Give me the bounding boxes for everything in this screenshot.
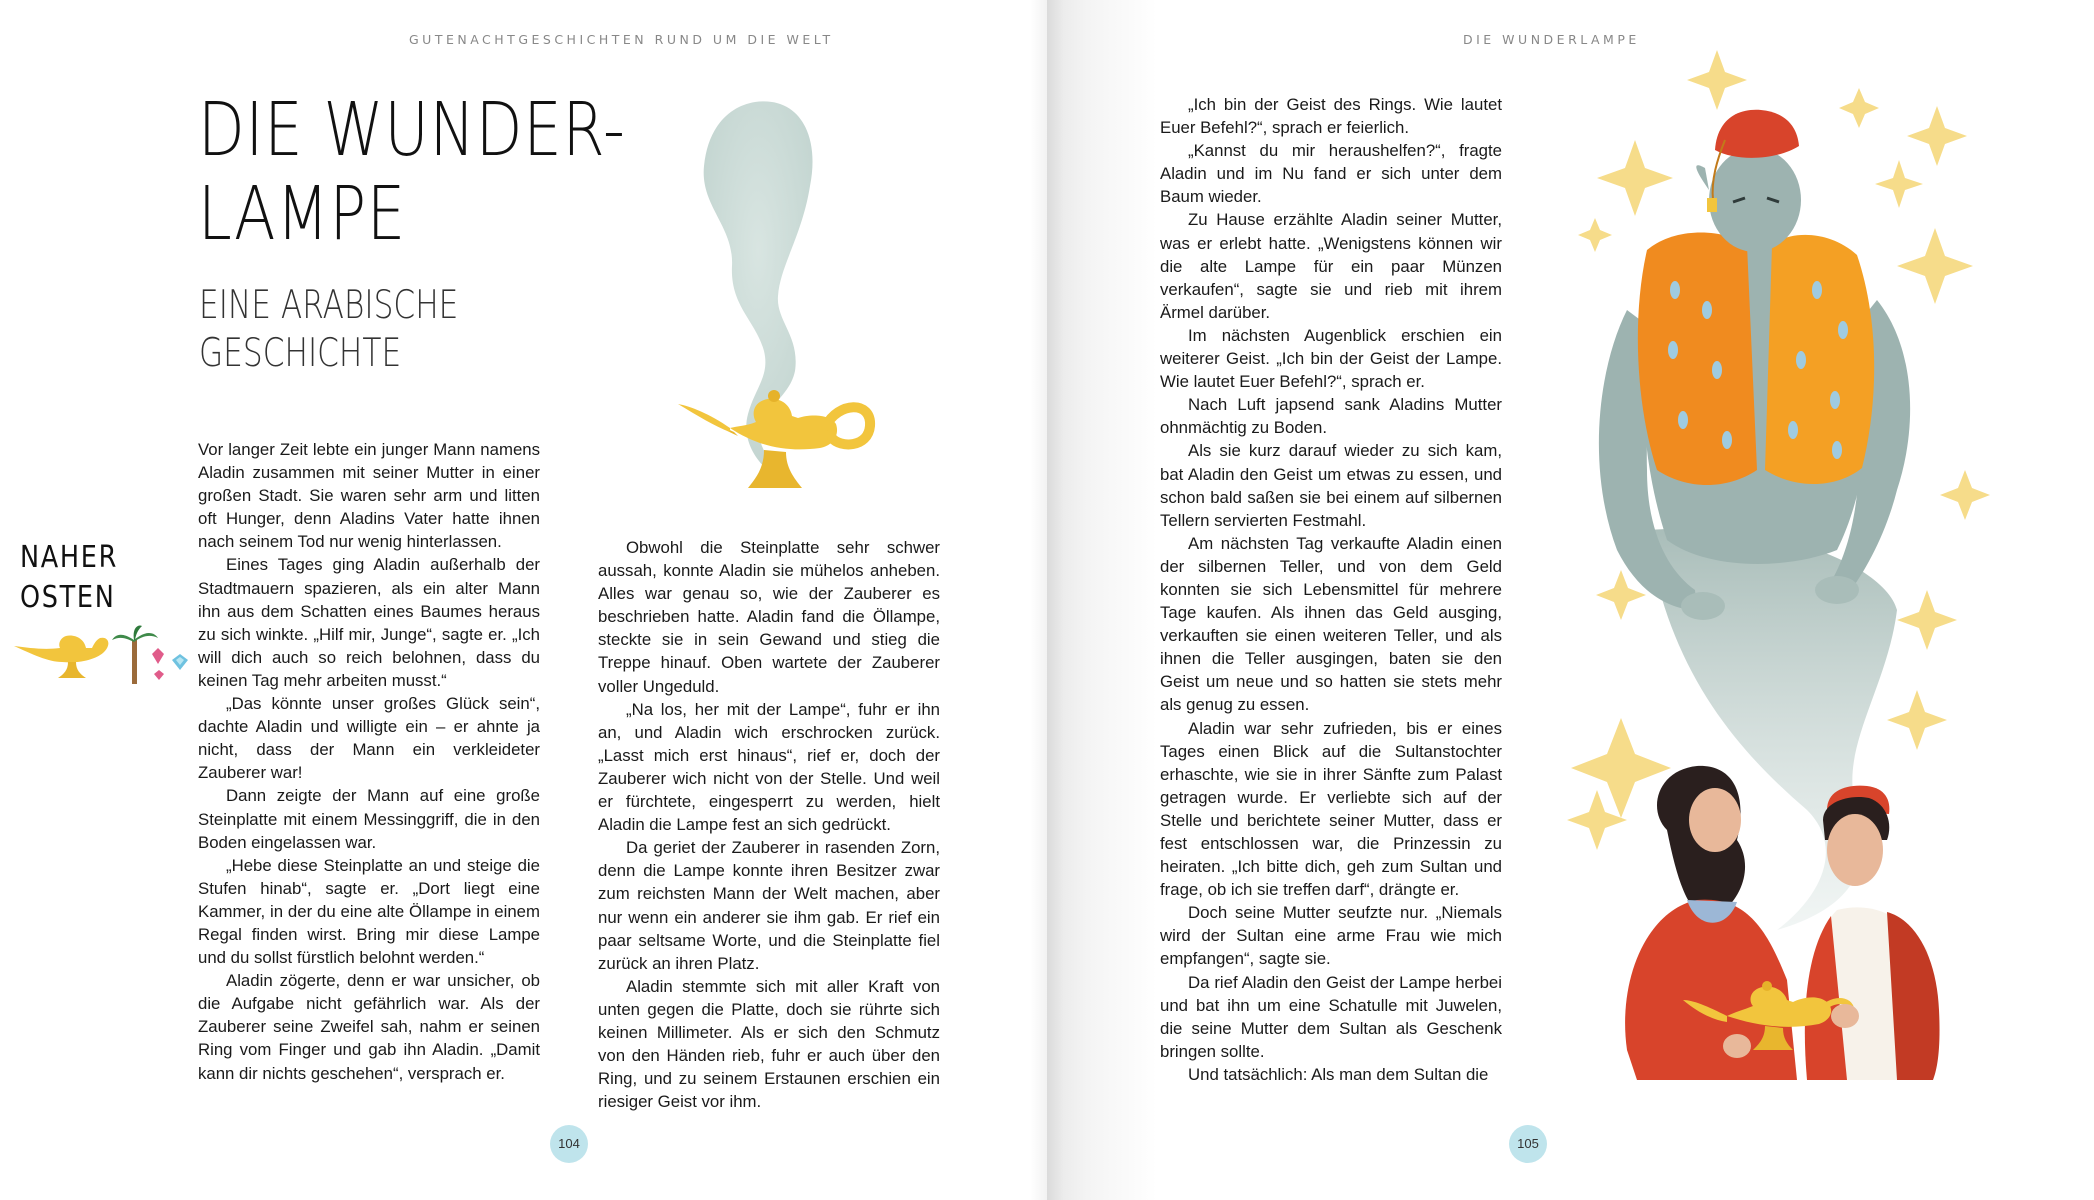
right-column <box>1160 93 1502 1086</box>
star-icon <box>1597 140 1673 216</box>
paragraph: Aladin zögerte, denn er war unsicher, ob die Aufgabe nicht gefährlich war. Als der Zauberer seine Zweifel sah, nahm er seinen Ring vom Finger und gab ihn Aladin. „Damit kann dir nichts geschehen“, versprach er. <box>198 971 540 1083</box>
region-icons <box>12 618 192 688</box>
title-line-2: LAMPE <box>198 171 407 257</box>
running-head-right: DIE WUNDERLAMPE <box>1463 32 1640 47</box>
genie-head <box>1709 148 1801 252</box>
star-icon <box>1875 160 1923 208</box>
region-label <box>20 538 118 618</box>
paragraph: Und tatsächlich: Als man dem Sultan die <box>1188 1064 1489 1084</box>
paragraph: Dann zeigte der Mann auf eine große Steinplatte mit einem Messinggriff, die in den Boden eingelassen war. <box>198 786 540 852</box>
page-number-right: 105 <box>1509 1125 1547 1163</box>
genie-aladin-princess-illustration <box>1587 50 2027 1110</box>
running-head-left: GUTENACHTGESCHICHTEN RUND UM DIE WELT <box>409 32 834 47</box>
page-number-left: 104 <box>550 1125 588 1163</box>
paragraph: „Hebe diese Steinplatte an und steige die Stufen hinab“, sagte er. „Dort liegt eine Kammer, in der du eine alte Öllampe in einem Regal finden wirst. Bring mir diese Lampe und du sollst fürstlich belohnt werden.“ <box>198 855 540 968</box>
region-line-1: NAHER <box>20 540 119 575</box>
genie-vest <box>1638 233 1757 486</box>
paragraph: Am nächsten Tag verkaufte Aladin einen der silbernen Teller, und von dem Geld konnten sie sich Lebensmittel für mehrere Tage kaufen. Als ihnen das Geld ausging, verkauften sie einen weiteren Teller, und als ihnen die Teller ausgingen, baten sie den Geist um neue und so hatten sie stets mehr als genug zu essen. <box>1160 533 1502 715</box>
paragraph: Zu Hause erzählte Aladin seiner Mutter, was er erlebt hatte. „Wenigstens können wir die alte Lampe für ein paar Münzen verkaufen“, sagte sie und rieb mit ihrem Ärmel darüber. <box>1160 210 1502 322</box>
paragraph: Eines Tages ging Aladin außerhalb der Stadtmauern spazieren, als ein alter Mann ihn aus dem Schatten eines Baumes heraus zu sich winkte. „Hilf mir, Junge“, sagte er. „Ich will dich auch so reich belohnen, dass du keinen Tag mehr arbeiten musst.“ <box>198 555 540 690</box>
paragraph: „Kannst du mir heraushelfen?“, fragte Aladin und im Nu fand er sich unter dem Baum wieder. <box>1160 141 1502 207</box>
paragraph: Obwohl die Steinplatte sehr schwer aussah, konnte Aladin sie mühelos anheben. Alles war genau so, wie der Zauberer es beschrieben hatte. Aladin fand die Öllampe, steckte sie in sein Gewand und stieg die Treppe hinauf. Oben wartete der Zauberer voller Ungeduld. <box>598 538 940 696</box>
star-icon <box>1940 470 1990 520</box>
paragraph: „Das könnte unser großes Glück sein“, dachte Aladin und willigte ein – er ahnte ja nicht, dass der Mann ein verkleideter Zauberer war! <box>198 694 540 783</box>
star-icon <box>1571 718 1671 818</box>
title-line-1: DIE WUNDER- <box>198 87 626 173</box>
gems-icon <box>152 648 188 680</box>
princess-hand <box>1723 1034 1751 1058</box>
paragraph: Doch seine Mutter seufzte nur. „Niemals wird der Sultan eine arme Frau wie mich empfangen“, sagte sie. <box>1160 903 1502 969</box>
region-line-2: OSTEN <box>20 580 116 615</box>
left-column-1 <box>198 438 540 1085</box>
magic-lamp-smoke-illustration <box>660 96 880 516</box>
paragraph: „Na los, her mit der Lampe“, fuhr er ihn an, und Aladin wich erschrocken zurück. „Lasst mich erst hinaus“, rief er, doch der Zauberer wich nicht von der Stelle. Und weil er fürchtete, eingesperrt zu werden, hielt Aladin die Lampe fest an sich gedrückt. <box>598 699 940 835</box>
subtitle-line-2: GESCHICHTE <box>199 331 402 376</box>
palm-tree-icon <box>112 626 158 684</box>
story-subtitle <box>199 282 458 378</box>
paragraph: Im nächsten Augenblick erschien ein weiterer Geist. „Ich bin der Geist der Lampe. Wie lautet Euer Befehl?“, sprach er. <box>1160 325 1502 392</box>
star-icon <box>1839 88 1879 128</box>
aladin-figure <box>1805 786 1940 1080</box>
paragraph: Aladin stemmte sich mit aller Kraft von unten gegen die Platte, doch sie rührte sich keinen Millimeter. Als er sich den Schmutz von den Händen rieb, fuhr er auch über den Ring, und zu seinem Erstaunen erschien ein riesiger Geist vor ihm. <box>598 976 940 1112</box>
magic-lamp-icon <box>678 390 870 488</box>
genie-ear <box>1696 165 1709 190</box>
star-icon <box>1897 228 1973 304</box>
paragraph: Vor langer Zeit lebte ein junger Mann namens Aladin zusammen mit seiner Mutter in einer großen Stadt. Sie waren sehr arm und litten oft Hunger, denn Aladins Vater hatte ihnen nach seinem Tod nur wenig hinterlassen. <box>198 440 540 552</box>
paragraph: „Ich bin der Geist des Rings. Wie lautet Euer Befehl?“, sprach er feierlich. <box>1160 95 1502 138</box>
aladin-face <box>1827 814 1883 886</box>
paragraph: Da rief Aladin den Geist der Lampe herbei und bat ihn um eine Schatulle mit Juwelen, die seine Mutter dem Sultan als Geschenk bringen sollte. <box>1160 972 1502 1061</box>
star-icon <box>1578 218 1612 252</box>
subtitle-line-1: EINE ARABISCHE <box>199 283 459 328</box>
star-icon <box>1897 590 1957 650</box>
paragraph: Nach Luft japsend sank Aladins Mutter ohnmächtig zu Boden. <box>1160 395 1502 438</box>
star-icon <box>1687 50 1747 110</box>
paragraph: Aladin war sehr zufrieden, bis er eines Tages einen Blick auf die Sultanstochter erhaschte, wie sie in ihrer Sänfte zum Palast getragen wurde. Er verliebte sich auf der Stelle und berichtete seiner Mutter, dass er fest entschlossen war, die Prinzessin zu heiraten. „Ich bitte dich, geh zum Sultan und frage, ob ich sie treffen darf“, drängte er. <box>1160 718 1502 900</box>
right-page <box>1047 0 2094 1200</box>
star-icon <box>1887 690 1947 750</box>
book-gutter <box>1030 0 1064 1200</box>
genie-fez <box>1715 110 1799 158</box>
small-lamp-icon <box>14 636 108 679</box>
star-icon <box>1907 106 1967 166</box>
paragraph: Als sie kurz darauf wieder zu sich kam, bat Aladin den Geist um etwas zu essen, und schon bald saßen sie bei einem auf silbernen Tellern servierten Festmahl. <box>1160 441 1502 530</box>
paragraph: Da geriet der Zauberer in rasenden Zorn, denn die Lampe konnte ihren Besitzer zwar zum reichsten Mann der Welt machen, aber nur wenn ein anderer sie ihm gab. Er rief ein paar seltsame Worte, und die Steinplatte fiel zurück an ihren Platz. <box>598 838 940 973</box>
aladin-hand <box>1831 1004 1859 1028</box>
genie-hand <box>1681 592 1725 620</box>
left-column-2 <box>598 536 940 1113</box>
genie-vest <box>1765 235 1874 484</box>
story-title <box>198 88 626 256</box>
princess-face <box>1689 788 1741 852</box>
genie-hand <box>1815 576 1859 604</box>
